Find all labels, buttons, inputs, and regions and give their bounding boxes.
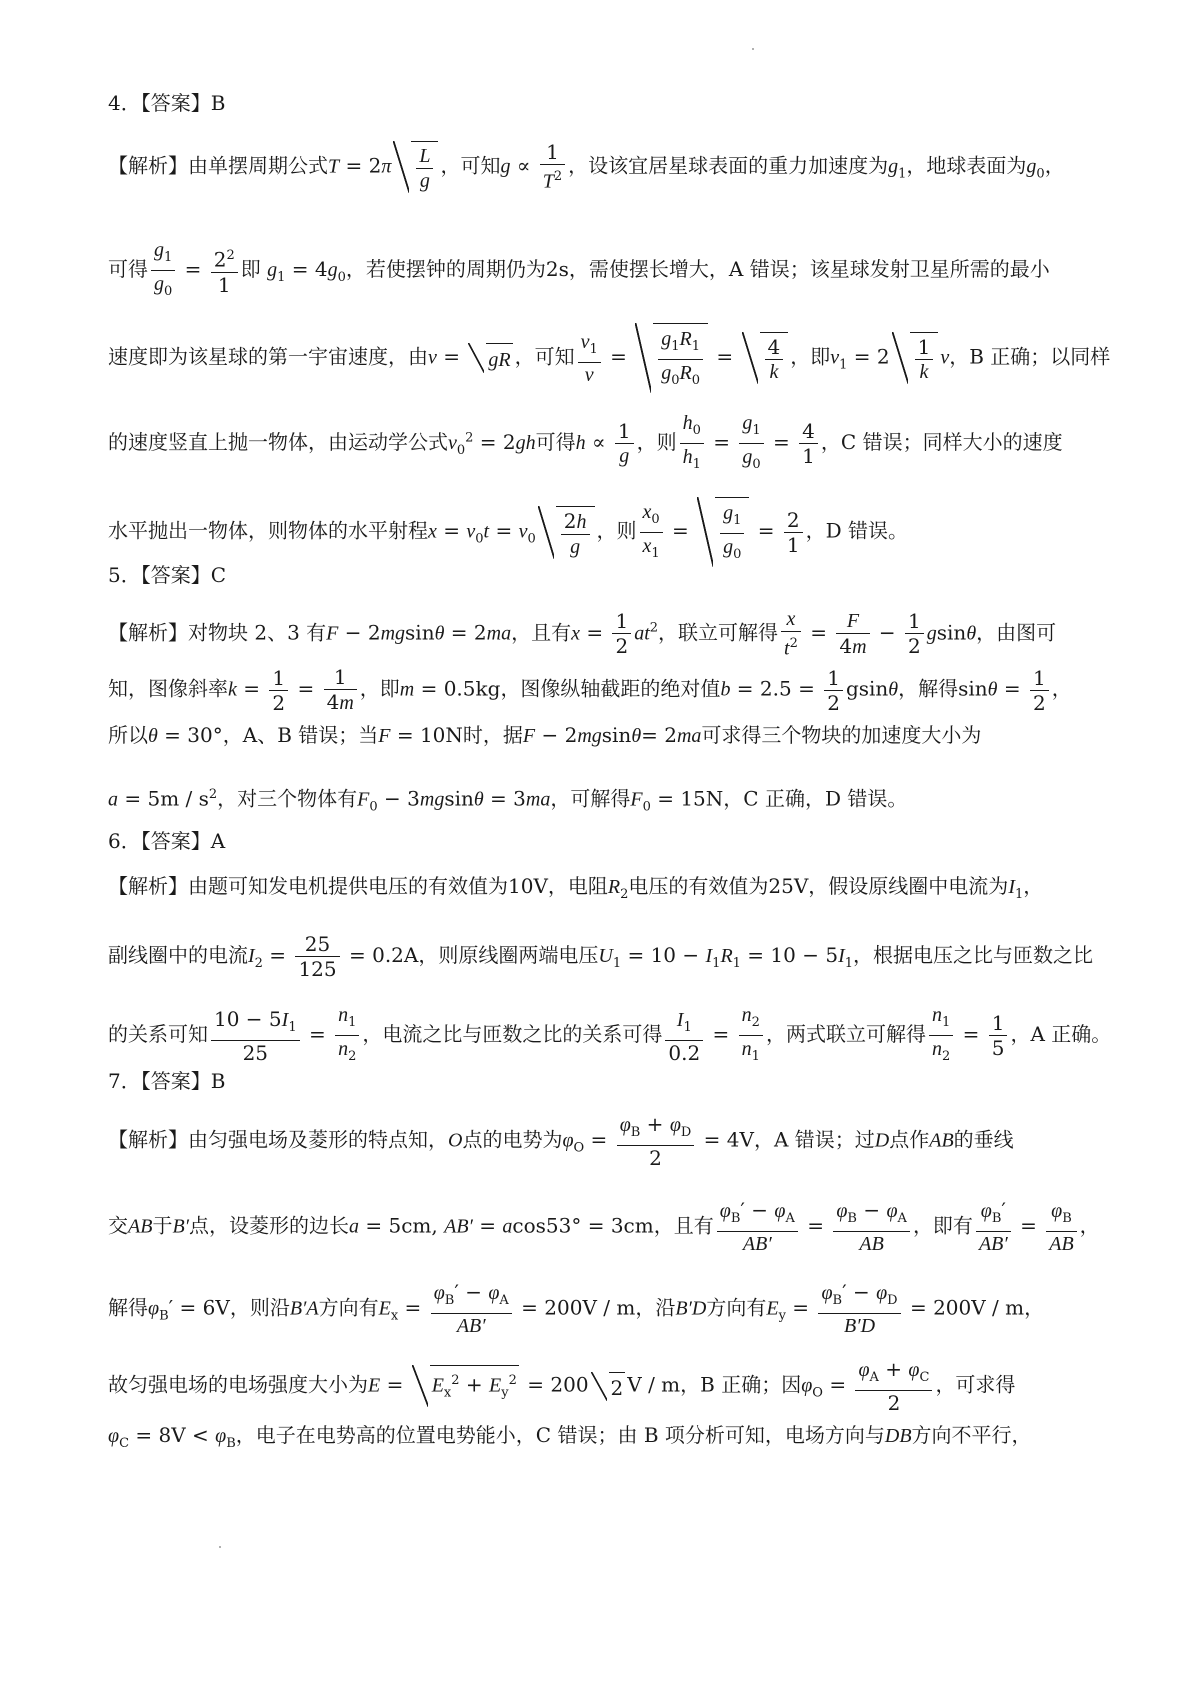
q5-text: ，联立可解得	[658, 620, 779, 645]
q7-text: ，则沿	[229, 1295, 290, 1320]
q7-text: 方向有	[318, 1295, 379, 1320]
q6-text: ，A 正确。	[1010, 1022, 1112, 1046]
q5-text: 知，图像斜率	[108, 676, 228, 701]
q4-text: ，即	[790, 344, 831, 369]
q5-text: ，C 正确，D 错误。	[723, 786, 908, 811]
q5-text: ，由图可	[976, 620, 1057, 645]
q7-analysis-line-5: $\varphi_C = 8V < \varphi_B$，电子在电势高的位置电势能小，C 错误；由 B 项分析可知，电场方向与DB方向不平行，	[108, 1423, 1032, 1451]
q6-text: 的关系可知	[108, 1022, 208, 1046]
q4-text: 可得	[535, 430, 576, 454]
q5-answer: 5．【答案】C	[108, 563, 227, 587]
scan-speck	[219, 1546, 221, 1548]
q6-text: ，两式联立可解得	[765, 1022, 926, 1046]
q5-text: ，可解得	[550, 786, 631, 811]
q5-text: ，A、B 错误；当	[222, 723, 379, 747]
q7-text: 故匀强电场的电场强度大小为	[108, 1372, 368, 1397]
scan-speck	[752, 48, 754, 50]
q5-text: 时，据	[462, 723, 523, 747]
q7-analysis-line-4: 故匀强电场的电场强度大小为$E = E_x^2 + E_y^2 = 200$ 2 V / m，B 正确；因$\varphi_O$ = $\frac{\varphi_A + \varphi_C}{2}$ ，可求得	[108, 1357, 1016, 1415]
q4-text: ，则	[636, 430, 677, 454]
q4-text: ，B 正确；以同样	[949, 344, 1111, 369]
q7-text: ，电子在电势高的位置电势能小，C 错误；由 B 项分析可知，电场方向与	[235, 1423, 885, 1447]
q4-text: ，则	[596, 518, 637, 543]
q4-analysis-line-2: 可得 $\frac{g_1}{g_0}$ = $\frac{2^2}{1}$ 即 $g_1 = 4g_0$，若使摆钟的周期仍为2s，需使摆长增大，A 错误；该星球发射卫星所需的最小	[108, 239, 1050, 299]
q5-text: ，且有	[511, 620, 572, 645]
q5-text: 可求得三个物块的加速度大小为	[701, 723, 982, 747]
q6-analysis-line-1: 【解析】由题可知发电机提供电压的有效值为10V，电阻$R_2$电压的有效值为25V，假设原线圈中电流为$I_1$，	[108, 874, 1044, 902]
q7-text: 【解析】由匀强电场及菱形的特点知，	[108, 1127, 448, 1152]
q6-text: 电压的有效值为25V，假设原线圈中电流为	[628, 874, 1009, 898]
q5-analysis-line-1: 【解析】对物块 2、3 有F − 2mgsinθ = 2ma，且有x = $\frac{1}{2}$ $at^2$，联立可解得 $\frac{x}{t^2}$ = $\frac{F}{4m}$ − $\frac{1}{2}$ gsinθ，由图可	[108, 608, 1057, 660]
q4-text: 可得	[108, 257, 148, 281]
q7-text: ，B 正确；因	[680, 1372, 802, 1397]
q5-analysis-line-2: 知，图像斜率k = $\frac{1}{2}$ = $\frac{1}{4m}$ ，即m = 0.5kg，图像纵轴截距的绝对值b = 2.5 = $\frac{1}{2}$ gsinθ，解得sinθ = $\frac{1}{2}$ ，	[108, 665, 1072, 715]
q7-text: ，且有	[653, 1213, 714, 1238]
q7-text: 交	[108, 1213, 128, 1238]
q6-text: ，根据电压之比与匝数之比	[853, 943, 1094, 967]
q6-text: ，电流之比与匝数之比的关系可得	[362, 1022, 663, 1046]
q7-text: ，沿	[635, 1295, 676, 1320]
q4-text: 即	[240, 257, 261, 281]
q4-text: ，若使摆钟的周期仍为2s，需使摆长增大，A 错误；该星球发射卫星所需的最小	[345, 257, 1050, 281]
q4-answer: 4．【答案】B	[108, 91, 226, 115]
q7-analysis-line-2: 交AB于B′点，设菱形的边长a = 5cm, AB′ = acos53° = 3cm，且有 $\frac{\varphi_B' - \varphi_A}{AB'}$ = $\frac{\varphi_B - \varphi_A}{AB}$ ，即有 $\frac{\varphi_B'}{AB'}$ = $\frac{\varphi_B}{AB}$ ，	[108, 1198, 1100, 1255]
q7-text: 方向不平行，	[911, 1423, 1032, 1447]
q4-text: ，D 错误。	[805, 518, 909, 543]
q5-text: 所以	[108, 723, 148, 747]
q4-text: ，地球表面为	[906, 153, 1027, 178]
q7-answer: 7．【答案】B	[108, 1069, 226, 1093]
q6-text: ，则原线圈两端电压	[418, 943, 599, 967]
q4-text: 速度即为该星球的第一宇宙速度，由	[108, 344, 428, 369]
q4-text: ，设该宜居星球表面的重力加速度为	[568, 153, 889, 178]
q6-analysis-line-2: 副线圈中的电流$I_2$ = $\frac{25}{125}$ = 0.2A，则原线圈两端电压$U_1 = 10 - I_1R_1 = 10 - 5I_1$，根据电压之比与匝数之比	[108, 932, 1094, 981]
q4-text: ，可知	[514, 344, 575, 369]
q7-text: 的垂线	[953, 1127, 1014, 1152]
q5-text: ，解得	[898, 676, 959, 701]
q4-text: 【解析】由单摆周期公式	[108, 153, 328, 178]
q7-text: ，即有	[912, 1213, 973, 1238]
q4-analysis-line-1: 【解析】由单摆周期公式T = 2π $\frac{L}{g}$ ，可知g ∝ $\frac{1}{T^2}$ ，设该宜居星球表面的重力加速度为$g_1$，地球表面为$g_0$，	[108, 140, 1065, 193]
q6-text: 【解析】由题可知发电机提供电压的有效值为10V，电阻	[108, 874, 608, 898]
q7-text: 于	[152, 1213, 173, 1238]
q5-text: ，图像纵轴截距的绝对值	[500, 676, 721, 701]
q5-text: ，即	[359, 676, 400, 701]
q5-text: ，对三个物体有	[217, 786, 358, 811]
q4-text: 水平抛出一物体，则物体的水平射程	[108, 518, 428, 543]
q7-text: 点的电势为	[462, 1127, 563, 1152]
q7-text: 点作	[889, 1127, 930, 1152]
q5-analysis-line-3: 所以θ = 30°，A、B 错误；当F = 10N时，据F − 2mgsinθ= 2ma可求得三个物块的加速度大小为	[108, 723, 982, 747]
q7-analysis-line-1: 【解析】由匀强电场及菱形的特点知，O点的电势为$\varphi_O$ = $\frac{\varphi_B + \varphi_D}{2}$ = 4V，A 错误；过D点作AB的垂线	[108, 1112, 1014, 1170]
q4-analysis-line-5: 水平抛出一物体，则物体的水平射程$x = v_0t = v_0$ $\frac{2h}{g}$ ，则 $\frac{x_0}{x_1}$ = $\frac{g_1}{g_0}$ = $\frac{2}{1}$ ，D 错误。	[108, 497, 908, 567]
q4-text: ，C 错误；同样大小的速度	[820, 430, 1063, 454]
q4-text: ，可知	[440, 153, 501, 178]
q5-analysis-line-4: $a = 5m / s^2$，对三个物体有$F_0 - 3mgsin\theta = 3ma$，可解得$F_0 = 15N$，C 正确，D 错误。	[108, 786, 908, 815]
q7-text: ，可求得	[935, 1372, 1016, 1397]
q7-text: 解得	[108, 1295, 148, 1320]
q6-answer: 6．【答案】A	[108, 829, 226, 853]
q4-analysis-line-4: 的速度竖直上抛一物体，由运动学公式$v_0^2 = 2gh$可得h ∝ $\frac{1}{g}$ ，则 $\frac{h_0}{h_1}$ = $\frac{g_1}{g_0}$ = $\frac{4}{1}$ ，C 错误；同样大小的速度	[108, 412, 1063, 472]
q7-text: 方向有	[706, 1295, 767, 1320]
q6-text: 副线圈中的电流	[108, 943, 248, 967]
q4-text: 的速度竖直上抛一物体，由运动学公式	[108, 430, 448, 454]
q5-text: 【解析】对物块 2、3 有	[108, 620, 327, 645]
q7-text: ，A 错误；过	[753, 1127, 875, 1152]
q7-text: 点，设菱形的边长	[189, 1213, 350, 1238]
q6-analysis-line-3: 的关系可知 $\frac{10 - 5I_1}{25}$ = $\frac{n_1}{n_2}$ ，电流之比与匝数之比的关系可得 $\frac{I_1}{0.2}$ = $\frac{n_2}{n_1}$ ，两式联立可解得 $\frac{n_1}{n_2}$ = $\frac{1}{5}$ ，A 正确。	[108, 1004, 1112, 1065]
q4-analysis-line-3: 速度即为该星球的第一宇宙速度，由v = gR ，可知 $\frac{v_1}{v}$ = $\frac{g_1R_1}{g_0R_0}$ = $\frac{4}{k}$ ，即$v_1 = 2$ $\frac{1}{k}$ v，B 正确；以同样	[108, 323, 1110, 393]
q7-analysis-line-3: 解得$\varphi_B' = 6V$，则沿B′A方向有$E_x$ = $\frac{\varphi_B' - \varphi_A}{AB'}$ = 200V / m，沿B′D方向有$E_y$ = $\frac{\varphi_B' - \varphi_D}{B'D}$ = 200V / m，	[108, 1280, 1045, 1337]
